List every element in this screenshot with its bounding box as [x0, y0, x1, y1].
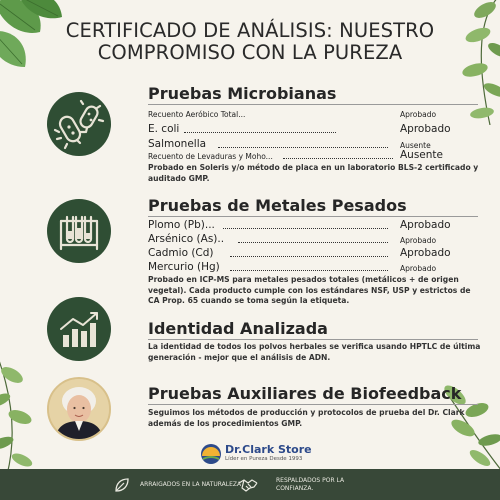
bacteria-icon	[47, 92, 111, 156]
metals-row-label: Cadmio (Cd)	[148, 247, 214, 259]
biofeedback-heading: Pruebas Auxiliares de Biofeedback	[148, 384, 462, 403]
microbial-row	[148, 121, 468, 135]
metals-row-label: Plomo (Pb)...	[148, 219, 215, 231]
leaves-bottom-left	[0, 355, 52, 475]
microbial-row-label: E. coli	[148, 123, 180, 135]
biofeedback-description: Seguimos los métodos de producción y protocolos de prueba del Dr. Clark además de los procedimientos GMP.	[148, 408, 465, 428]
footer-bar	[0, 469, 500, 500]
identity-divider	[148, 339, 478, 340]
dr-clark-photo	[47, 377, 111, 441]
handshake-icon	[237, 475, 259, 495]
microbial-row-value: Aprobado	[400, 110, 437, 119]
page-title	[40, 20, 460, 64]
footer-right-line-2: CONFIANZA.	[276, 485, 314, 492]
microbial-row-value: Ausente	[400, 149, 443, 161]
dot-leader	[230, 256, 388, 257]
title-line-2: COMPROMISO CON LA PUREZA	[97, 41, 403, 64]
metals-row	[148, 245, 468, 259]
logo-name: Dr.Clark Store	[225, 443, 312, 456]
biofeedback-divider	[148, 404, 478, 405]
metals-row-label: Arsénico (As)..	[148, 233, 225, 245]
metals-row	[148, 217, 468, 231]
test-tubes-icon	[47, 199, 111, 263]
microbial-row	[148, 107, 468, 119]
title-line-1: CERTIFICADO DE ANÁLISIS: NUESTRO	[65, 19, 435, 42]
metals-heading: Pruebas de Metales Pesados	[148, 196, 407, 215]
metals-row-value: Aprobado	[400, 219, 451, 231]
footer-left-text: ARRAIGADOS EN LA NATURALEZA	[140, 481, 242, 488]
logo-sun-icon	[200, 443, 222, 465]
microbial-row-label: Recuento de Levaduras y Moho...	[148, 152, 273, 161]
dot-leader	[238, 242, 388, 243]
dot-leader	[230, 270, 388, 271]
microbial-heading: Pruebas Microbianas	[148, 84, 337, 103]
dr-clark-store-logo	[200, 442, 330, 468]
metals-row	[148, 231, 468, 245]
metals-row-value: Aprobado	[400, 247, 451, 259]
dot-leader	[184, 132, 336, 133]
logo-tagline: Líder en Pureza Desde 1993	[225, 456, 303, 462]
microbial-row-label: Recuento Aeróbico Total...	[148, 110, 246, 119]
microbial-description: Probado en Soleris y/o método de placa en un laboratorio BLS-2 certificado y auditado GMP.	[148, 163, 479, 183]
metals-row	[148, 259, 468, 273]
dot-leader	[223, 228, 388, 229]
metals-row-value: Aprobado	[400, 264, 437, 273]
metals-description: Probado en ICP-MS para metales pesados totales (metálicos + de origen vegetal). Cada producto cumple con los estándares NSF, USP y estrictos de CA Prop. 65 cuando se toma según la etiqueta.	[148, 275, 471, 305]
microbial-divider	[148, 104, 478, 105]
metals-row-label: Mercurio (Hg)	[148, 261, 220, 273]
leaf-icon	[112, 475, 132, 495]
identity-heading: Identidad Analizada	[148, 319, 328, 338]
microbial-row-value: Ausente	[400, 141, 431, 150]
footer-right-text	[276, 477, 344, 493]
footer-right-line-1: RESPALDADOS POR LA	[276, 477, 345, 484]
metals-row-value: Aprobado	[400, 236, 437, 245]
microbial-row-label: Salmonella	[148, 138, 207, 150]
microbial-row-value: Aprobado	[400, 123, 451, 135]
dot-leader	[283, 158, 393, 159]
identity-description: La identidad de todos los polvos herbales se verifica usando HPTLC de última generación - mejor que el análisis de ADN.	[148, 342, 481, 362]
microbial-row	[148, 148, 468, 161]
bar-chart-icon	[47, 297, 111, 361]
